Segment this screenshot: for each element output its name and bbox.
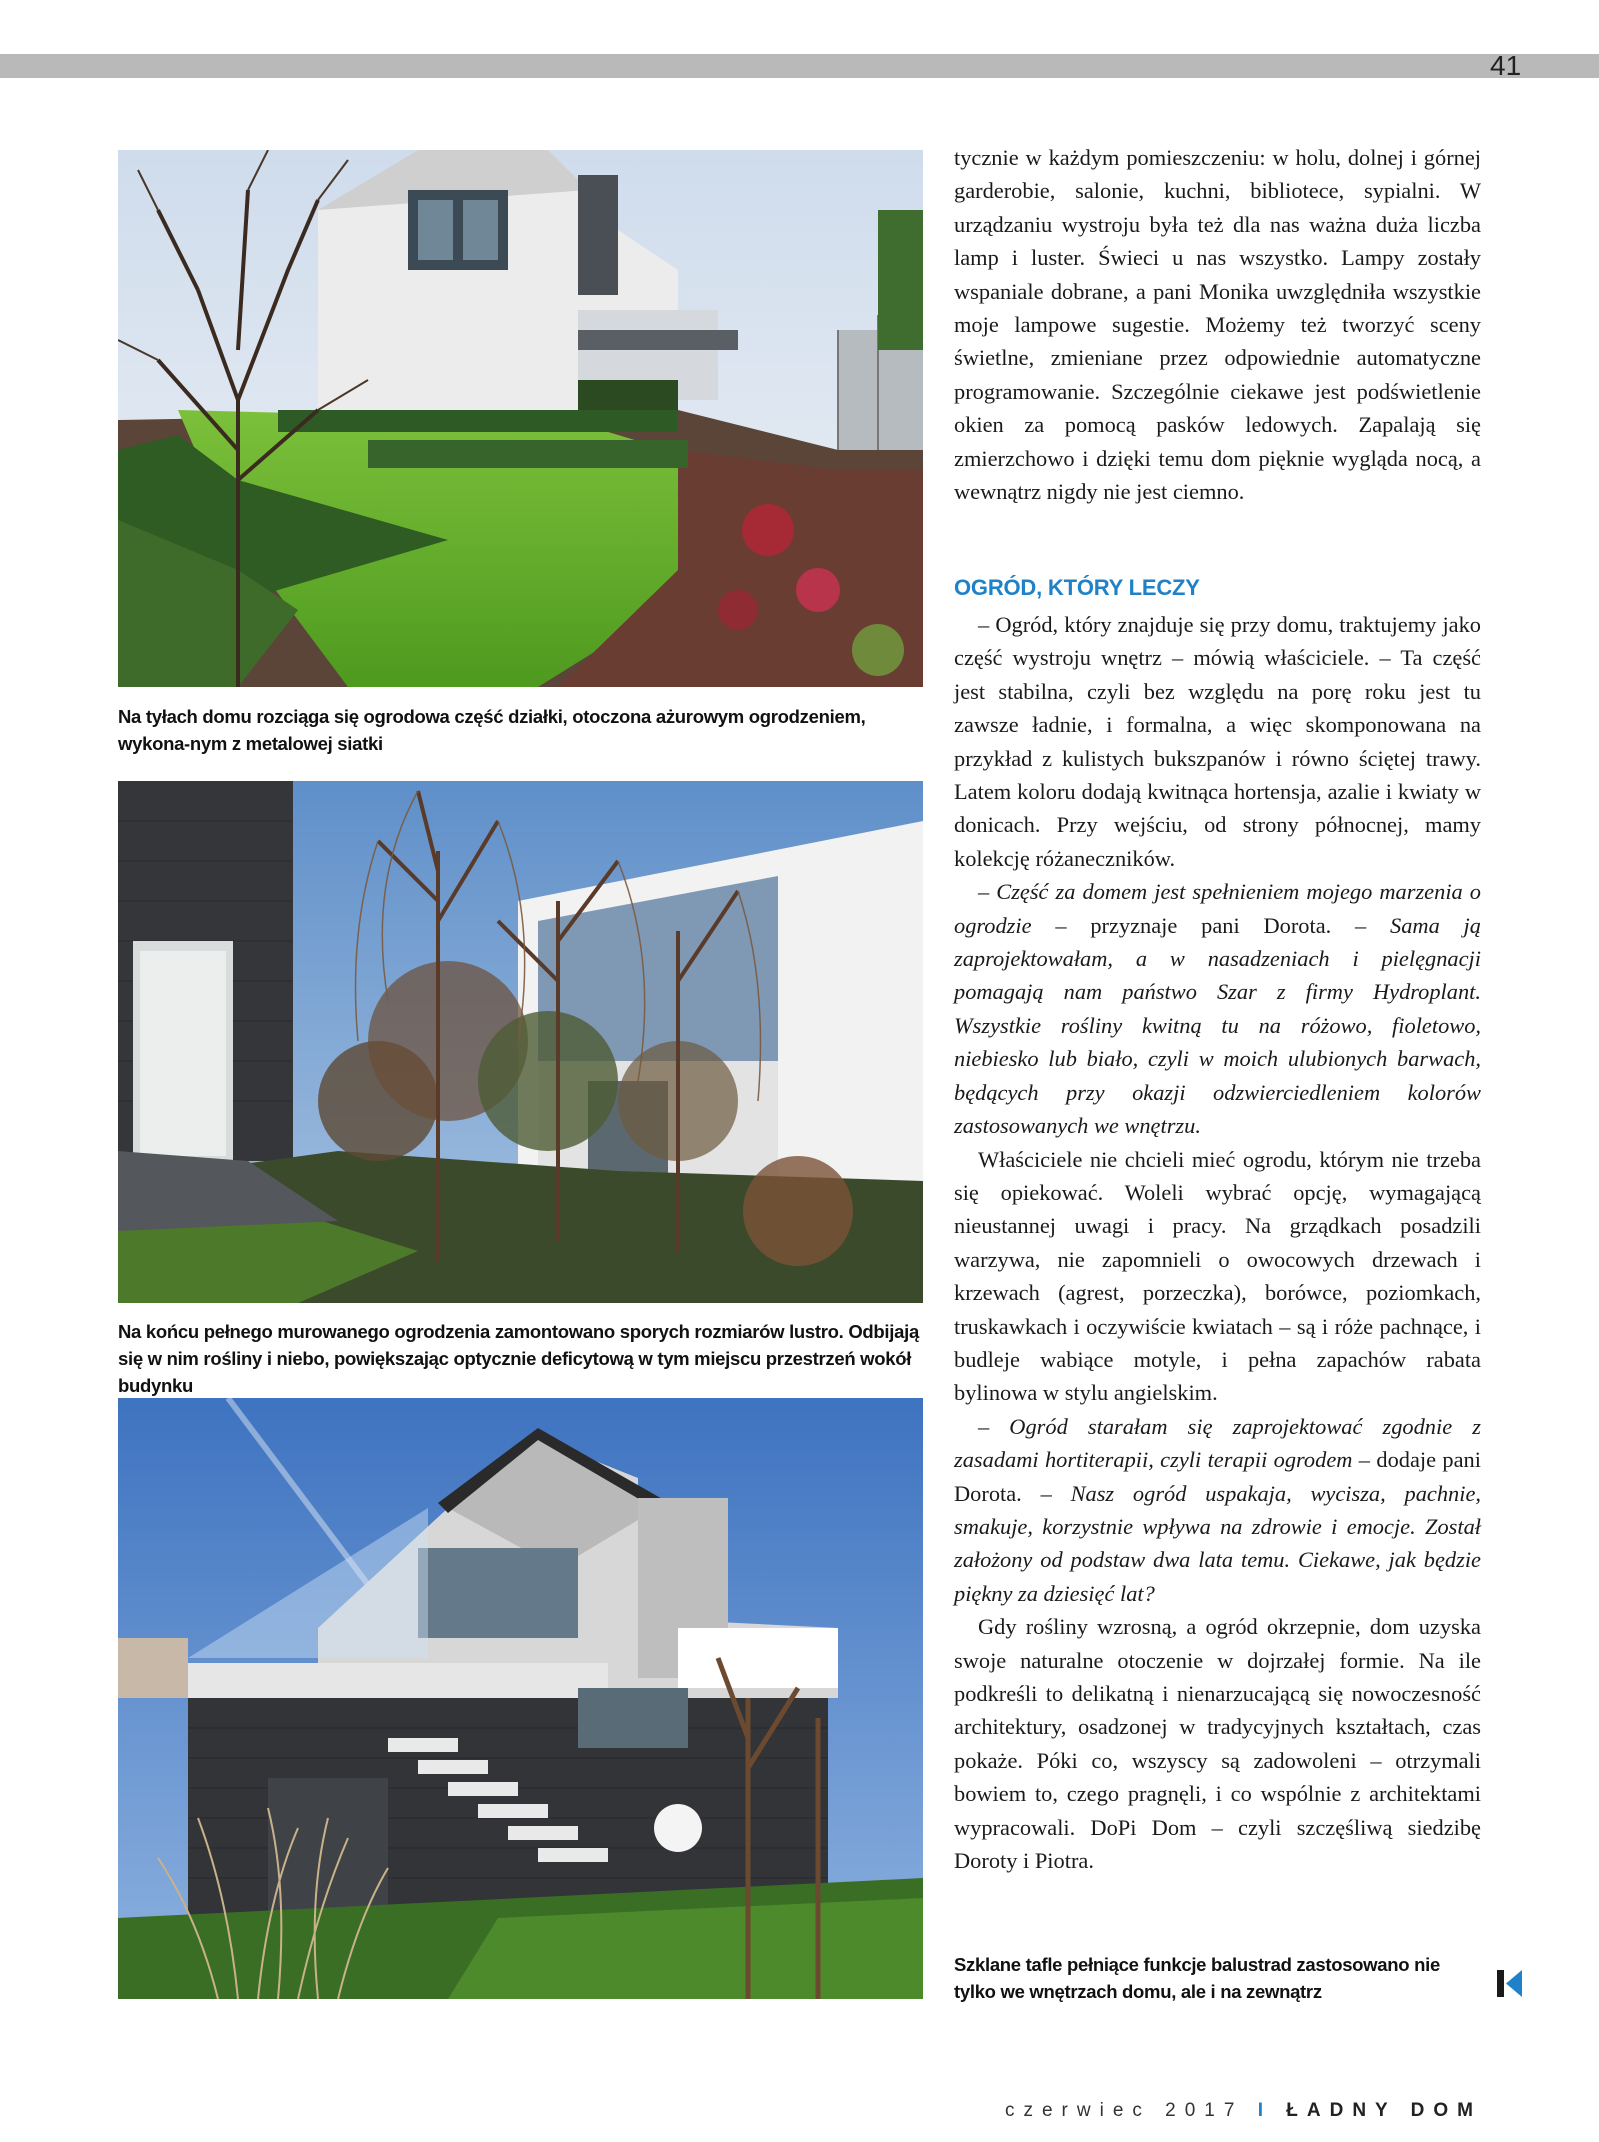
issue-date: czerwiec 2017 <box>1004 2100 1244 2121</box>
article-column-top <box>954 141 1481 508</box>
article-paragraph-quote <box>954 1410 1481 1610</box>
article-paragraph: – Ogród, który znajduje się przy domu, traktujemy jako część wystroju wnętrz – mówią właściciele. – Ta część jest stabilna, czyli bez względu na porę roku jest tu zawsze ładnie, i formalna, a więc skomponowana na przykład z kulistych bukszpanów i równo ściętej trawy. Latem koloru dodają kwitnąca hortensja, azalie i kwiaty w donicach. Przy wejściu, od strony północnej, mamy kolekcję różaneczników. <box>954 612 1481 871</box>
page-number: 41 <box>1490 50 1522 81</box>
article-paragraph: Gdy rośliny wzrosną, a ogród okrzepnie, dom uzyska swoje naturalne otoczenie w dojrzałej formie. Na ile podkreśli to delikatną i nienarzucającą się nowoczesność architektury, osadzonej w tradycyjnych kształtach, czas pokaże. Póki co, wszyscy są zadowoleni – otrzymali bowiem to, czego pragnęli, i co wspólnie z architektami wypracowali. DoPi Dom – czyli szczęśliwą siedzibę Doroty i Piotra. <box>954 1614 1481 1874</box>
photo-garden-back <box>118 150 923 687</box>
end-mark-icon <box>1497 1970 1522 1997</box>
caption-photo-mirror-fence: Na końcu pełnego murowanego ogrodzenia zamontowano sporych rozmiarów lustro. Odbijają się w nim rośliny i niebo, powiększając optycznie deficytową w tym miejscu przestrzeń wokół budynku <box>118 1321 919 1396</box>
top-bar <box>0 54 1599 78</box>
article-paragraph: Właściciele nie chcieli mieć ogrodu, którym nie trzeba się opiekować. Woleli wybrać opcję, wymagającą nieustannej uwagi i pracy. Na grządkach posadzili warzywa, nie zapomnieli o owocowych drzewach i krzewach (agrest, porzeczka), borówce, poziomkach, truskawkach i oczywiście kwiatach – są i róże pachnące, i budleje wabiące motyle, i pełna zapachów rabata bylinowa w stylu angielskim. <box>954 1146 1481 1406</box>
magazine-name: ŁADNY DOM <box>1286 2100 1482 2121</box>
article-column-main <box>954 608 1481 1877</box>
caption-photo-garden-back: Na tyłach domu rozciąga się ogrodowa część działki, otoczona ażurowym ogrodzeniem, wykona-nym z metalowej siatki <box>118 706 866 754</box>
page-footer <box>1005 2100 1482 2122</box>
attribution-text: – dodaje pani Dorota. <box>954 1447 1481 1506</box>
quote-text: – Nasz ogród uspakaja, wycisza, pachnie, smakuje, korzystnie wpływa na zdrowie i emocje. Został założony od podstaw dwa lata temu. Ciekawe, jak będzie piękny za dziesięć lat? <box>954 1480 1481 1606</box>
article-paragraph: tycznie w każdym pomieszczeniu: w holu, dolnej i górnej garderobie, salonie, kuchni, bibliotece, sypialni. W urządzaniu wystroju była też dla nas ważna duża liczba lamp i luster. Świeci u nas wszystko. Lampy zostały wspaniale dobrane, a pani Monika uwzględniła wszystkie moje lampowe sugestie. Możemy też tworzyć sceny świetlne, zmieniane przez odpowiednie automatyczne programowanie. Szczególnie ciekawe jest podświetlenie okien za pomocą pasków ledowych. Zapalają się zmierzchowo i dzięki temu dom pięknie wygląda nocą, a wewnątrz nigdy nie jest ciemno. <box>954 145 1481 505</box>
attribution-text: – przyznaje pani Dorota. <box>1031 912 1356 938</box>
section-heading: OGRÓD, KTÓRY LECZY <box>954 575 1200 600</box>
quote-text: – Część za domem jest spełnieniem mojego marzenia o ogrodzie <box>954 879 1481 938</box>
photo-mirror-fence <box>118 781 923 1303</box>
footer-separator: I <box>1257 2100 1272 2121</box>
photo-glass-balustrades <box>118 1398 923 1999</box>
article-paragraph-quote <box>954 875 1481 1142</box>
quote-text: – Sama ją zaprojektowałam, a w nasadzeniach i pielęgnacji pomagają nam państwo Szar z firmy Hydroplant. Wszystkie rośliny kwitną tu na różowo, fioletowo, niebiesko lub biało, czyli w moich ulubionych barwach, będących przy okazji odzwierciedleniem kolorów zastosowanych we wnętrzu. <box>954 912 1481 1139</box>
caption-photo-glass-balustrades: Szklane tafle pełniące funkcje balustrad zastosowano nie tylko we wnętrzach domu, ale i na zewnątrz <box>954 1954 1440 2002</box>
quote-text: – Ogród starałam się zaprojektować zgodnie z zasadami hortiterapii, czyli terapii ogrodem <box>954 1413 1481 1473</box>
